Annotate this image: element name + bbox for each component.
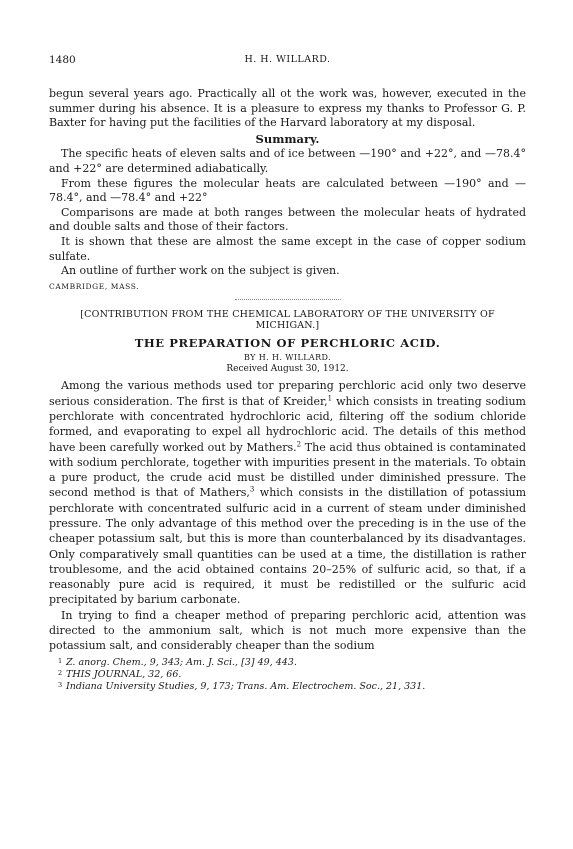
footnote-reference[interactable]: 3 bbox=[249, 485, 255, 494]
journal-page bbox=[49, 54, 526, 693]
footnote bbox=[49, 669, 526, 681]
footnote-text: Z. anorg. Chem., 9, 343; Am. J. Sci., [3] 49, 443. bbox=[66, 656, 297, 668]
running-head bbox=[49, 54, 526, 68]
summary-paragraph: The specific heats of eleven salts and of ice between —190° and +22°, and —78.4° and +22° are determined adiabatically. bbox=[49, 147, 526, 175]
footnote bbox=[49, 657, 526, 669]
page-number: 1480 bbox=[49, 54, 76, 66]
summary-paragraph: It is shown that these are almost the same except in the case of copper sodium sulfate. bbox=[49, 234, 526, 263]
previous-article-ending bbox=[49, 87, 526, 294]
footnote-mark: 3 bbox=[58, 680, 63, 689]
footnote-mark: 2 bbox=[58, 668, 63, 677]
received-date: Received August 30, 1912. bbox=[226, 364, 349, 375]
byline: BY H. H. WILLARD. bbox=[244, 353, 331, 363]
summary-heading: Summary. bbox=[255, 131, 320, 146]
running-title: H. H. WILLARD. bbox=[244, 54, 331, 65]
summary-paragraph: Comparisons are made at both ranges between the molecular heats of hydrated and double salts and those of their factors. bbox=[49, 205, 526, 234]
article-title: THE PREPARATION OF PERCHLORIC ACID. bbox=[134, 336, 441, 351]
footnote-reference[interactable]: 1 bbox=[327, 393, 333, 402]
contribution-line: [CONTRIBUTION FROM THE CHEMICAL LABORATORY OF THE UNIVERSITY OF MICHIGAN.] bbox=[80, 309, 495, 332]
summary-paragraph: An outline of further work on the subject is given. bbox=[61, 264, 340, 278]
footnotes bbox=[49, 657, 526, 693]
body-paragraph: In trying to find a cheaper method of preparing perchloric acid, attention was directed to the ammonium salt, which is not much more expensive than the potassium salt, and considerably cheaper than the sodium bbox=[49, 608, 526, 653]
body-paragraph: Among the various methods used tor preparing perchloric acid only two deserve serious consideration. The first is that of Kreider,$^1$ which consists in treating sodium perchlorate with concentrated hydrochloric acid, filtering off the sodium chloride formed, and evaporating to expel all hydrochloric acid. The details of this method have been carefully worked out by Mathers.$^2$ The acid thus obtained is contaminated with sodium perchlorate, together with impurities present in the materials. To obtain a pure product, the crude acid must be distilled under diminished pressure. The second method is that of Mathers,$^3$ which consists in the distillation of potassium perchlorate with concentrated sulfuric acid in a current of steam under diminished pressure. The only advantage of this method over the preceding is in the use of the cheaper potassium salt, but this is more than counterbalanced by its disadvantages. Only comparatively small quantities can be used at a time, the distillation is rather troublesome, and the acid obtained contains 20–25% of sulfuric acid, so that, if a reasonably pure acid is required, it must be redistilled or the sulfuric acid precipitated by barium carbonate. bbox=[49, 379, 527, 607]
footnote-reference[interactable]: 2 bbox=[296, 439, 302, 448]
footnote-text: Indiana University Studies, 9, 173; Trans. Am. Electrochem. Soc., 21, 331. bbox=[66, 680, 426, 692]
footnote bbox=[49, 681, 526, 693]
section-divider bbox=[235, 299, 341, 300]
article-body bbox=[49, 378, 526, 653]
closing-paragraph: begun several years ago. Practically all ot the work was, however, executed in the summer during his absence. It is a pleasure to express my thanks to Professor G. P. Baxter for having put the facilities of the Harvard laboratory at my disposal. bbox=[49, 87, 526, 130]
summary-paragraph: From these figures the molecular heats are calculated between —190° and —78.4°, and —78.4° and +22° bbox=[49, 176, 526, 205]
footnote-text: THIS JOURNAL, 32, 66. bbox=[66, 668, 182, 680]
author-location: CAMBRIDGE, MASS. bbox=[49, 281, 140, 291]
footnote-mark: 1 bbox=[58, 656, 63, 665]
